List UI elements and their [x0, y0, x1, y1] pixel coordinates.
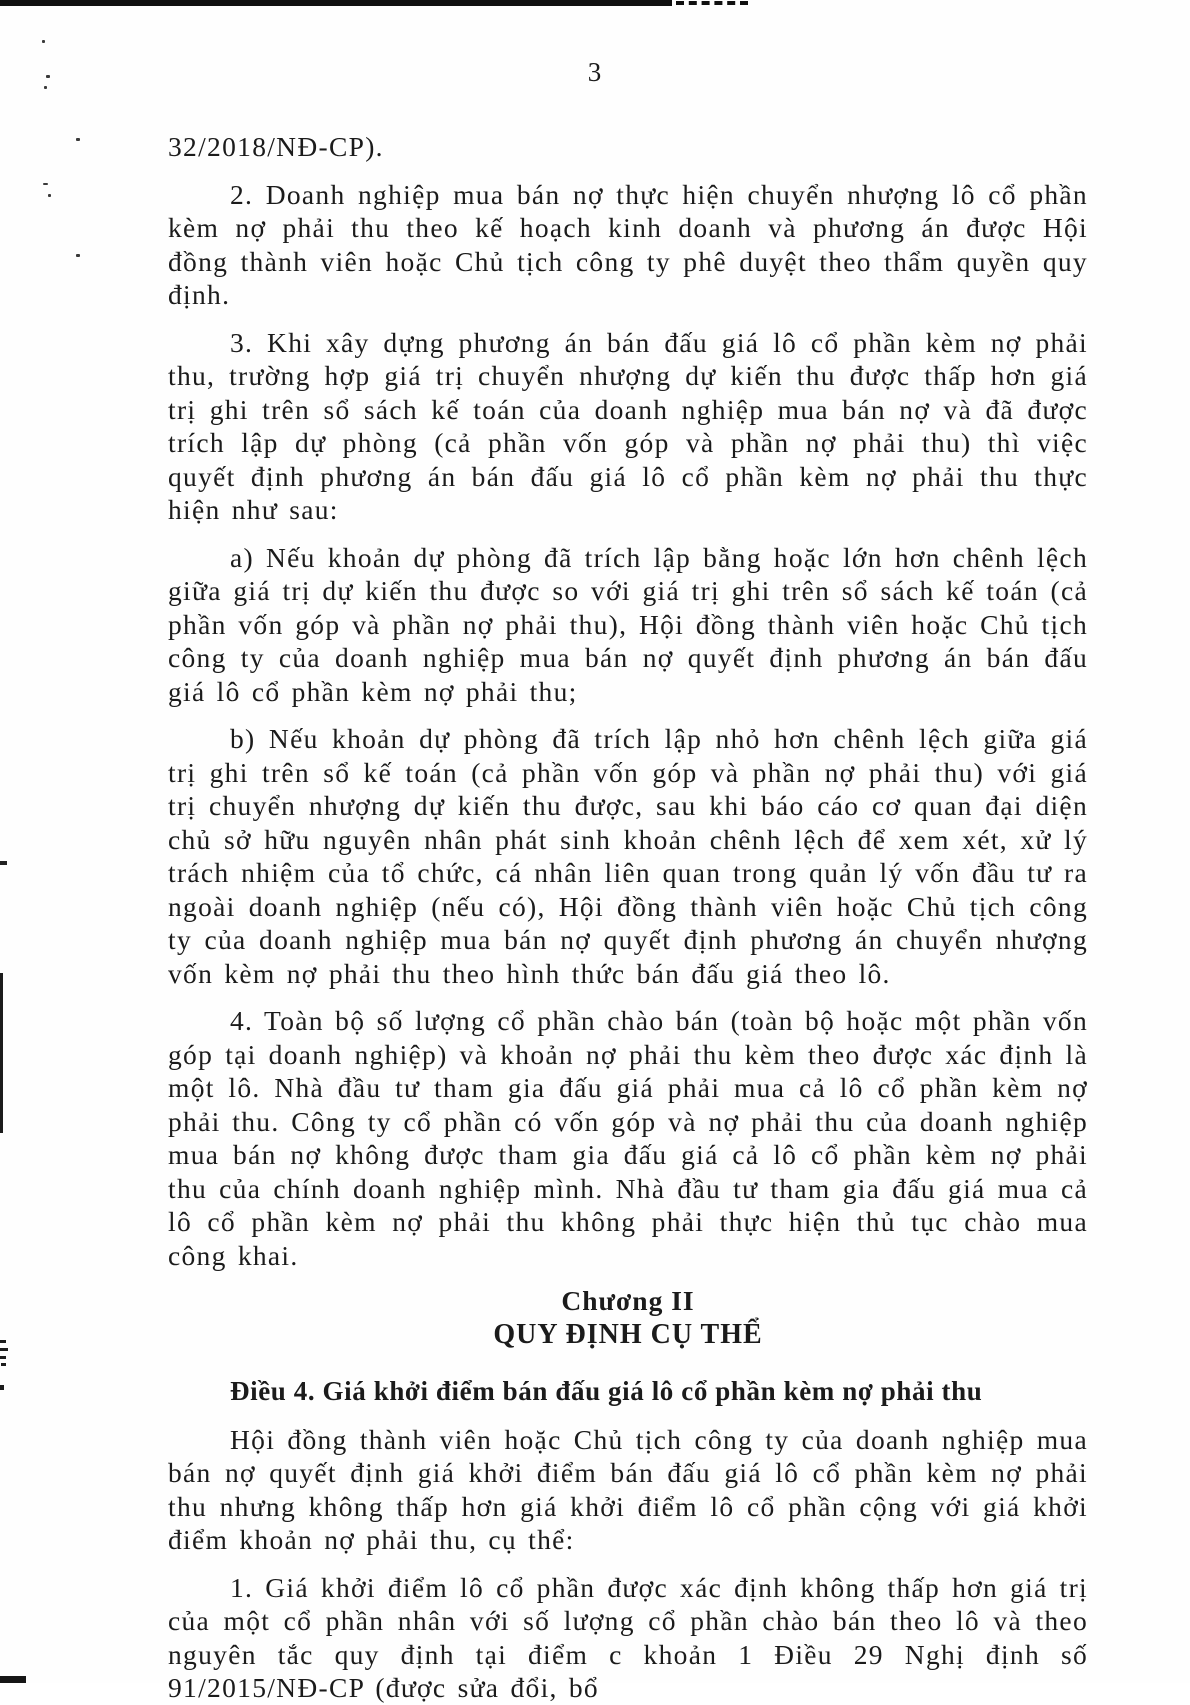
scan-speck: [42, 40, 45, 43]
document-body: [168, 130, 1088, 1705]
scan-artifact-top-line: [0, 0, 672, 6]
scan-speck: [76, 254, 80, 257]
scan-artifact-top-dashed-line: [676, 1, 748, 5]
chapter-title: QUY ĐỊNH CỤ THỂ: [493, 1318, 763, 1350]
clause-2-paragraph: 2. Doanh nghiệp mua bán nợ thực hiện chuyển nhượng lô cổ phần kèm nợ phải thu theo kế hoạch kinh doanh và phương án được Hội đồng thành viên hoặc Chủ tịch công ty phê duyệt theo thẩm quyền quy định.: [168, 178, 1088, 310]
scan-speck: [76, 138, 80, 141]
article-4-item-1-paragraph: 1. Giá khởi điểm lô cổ phần được xác định không thấp hơn giá trị của một cổ phần nhân với số lượng cổ phần chào bán theo lô và theo nguyên tắc quy định tại điểm c khoản 1 Điều 29 Nghị định số 91/2015/NĐ-CP (được sửa đổi, bổ: [168, 1571, 1088, 1703]
scan-speck: [43, 183, 48, 185]
scan-artifact-left-line: [0, 973, 3, 1133]
page-number: 3: [587, 57, 603, 87]
scan-artifact-corner-mark: [0, 1676, 26, 1683]
scan-artifact-edge-dash: [0, 1348, 8, 1351]
chapter-label: Chương II: [561, 1285, 695, 1316]
scan-speck: [48, 194, 51, 197]
article-4-heading: Điều 4. Giá khởi điểm bán đấu giá lô cổ phần kèm nợ phải thu: [230, 1376, 983, 1406]
clause-4-paragraph: 4. Toàn bộ số lượng cổ phần chào bán (toàn bộ hoặc một phần vốn góp tại doanh nghiệp) và khoản nợ phải thu kèm theo được xác định là một lô. Nhà đầu tư tham gia đấu giá phải mua cả lô cổ phần kèm nợ phải thu. Công ty cổ phần có vốn góp và nợ phải thu của doanh nghiệp mua bán nợ không được tham gia đấu giá cả lô cổ phần kèm nợ phải thu của chính doanh nghiệp mình. Nhà đầu tư tham gia đấu giá mua cả lô cổ phần kèm nợ phải thu không phải thực hiện thủ tục chào mua công khai.: [168, 1005, 1088, 1271]
scan-artifact-edge-dash: [0, 1385, 4, 1390]
scan-artifact-edge-dash: [0, 1356, 6, 1359]
article-4-intro-paragraph: Hội đồng thành viên hoặc Chủ tịch công ty của doanh nghiệp mua bán nợ quyết định giá khởi điểm bán đấu giá lô cổ phần kèm nợ phải thu nhưng không thấp hơn giá khởi điểm lô cổ phần cộng với giá khởi điểm khoản nợ phải thu, cụ thể:: [168, 1423, 1088, 1555]
scan-artifact-edge-dash: [0, 1340, 6, 1343]
clause-3-paragraph: 3. Khi xây dựng phương án bán đấu giá lô cổ phần kèm nợ phải thu, trường hợp giá trị chuyển nhượng dự kiến thu được thấp hơn giá trị ghi trên sổ sách kế toán của doanh nghiệp mua bán nợ và đã được trích lập dự phòng (cả phần vốn góp và phần nợ phải thu) thì việc quyết định phương án bán đấu giá lô cổ phần kèm nợ phải thu thực hiện như sau:: [168, 326, 1088, 525]
paragraph-continuation: 32/2018/NĐ-CP).: [168, 131, 384, 162]
point-a-paragraph: a) Nếu khoản dự phòng đã trích lập bằng hoặc lớn hơn chênh lệch giữa giá trị dự kiến thu được so với giá trị ghi trên sổ sách kế toán (cả phần vốn góp và phần nợ phải thu), Hội đồng thành viên hoặc Chủ tịch công ty của doanh nghiệp mua bán nợ quyết định phương án bán đấu giá lô cổ phần kèm nợ phải thu;: [168, 541, 1088, 707]
point-b-paragraph: b) Nếu khoản dự phòng đã trích lập nhỏ hơn chênh lệch giữa giá trị ghi trên sổ kế toán (cả phần vốn góp và phần nợ phải thu) với giá trị chuyển nhượng dự kiến thu được, sau khi báo cáo cơ quan đại diện chủ sở hữu nguyên nhân phát sinh khoản chênh lệch để xem xét, xử lý trách nhiệm của tổ chức, cá nhân liên quan trong quản lý vốn đầu tư ra ngoài doanh nghiệp (nếu có), Hội đồng thành viên hoặc Chủ tịch công ty của doanh nghiệp mua bán nợ quyết định phương án chuyển nhượng vốn kèm nợ phải thu theo hình thức bán đấu giá theo lô.: [168, 723, 1088, 989]
scan-artifact-left-tick: [0, 861, 7, 865]
scan-artifact-edge-dash: [1, 1363, 6, 1366]
